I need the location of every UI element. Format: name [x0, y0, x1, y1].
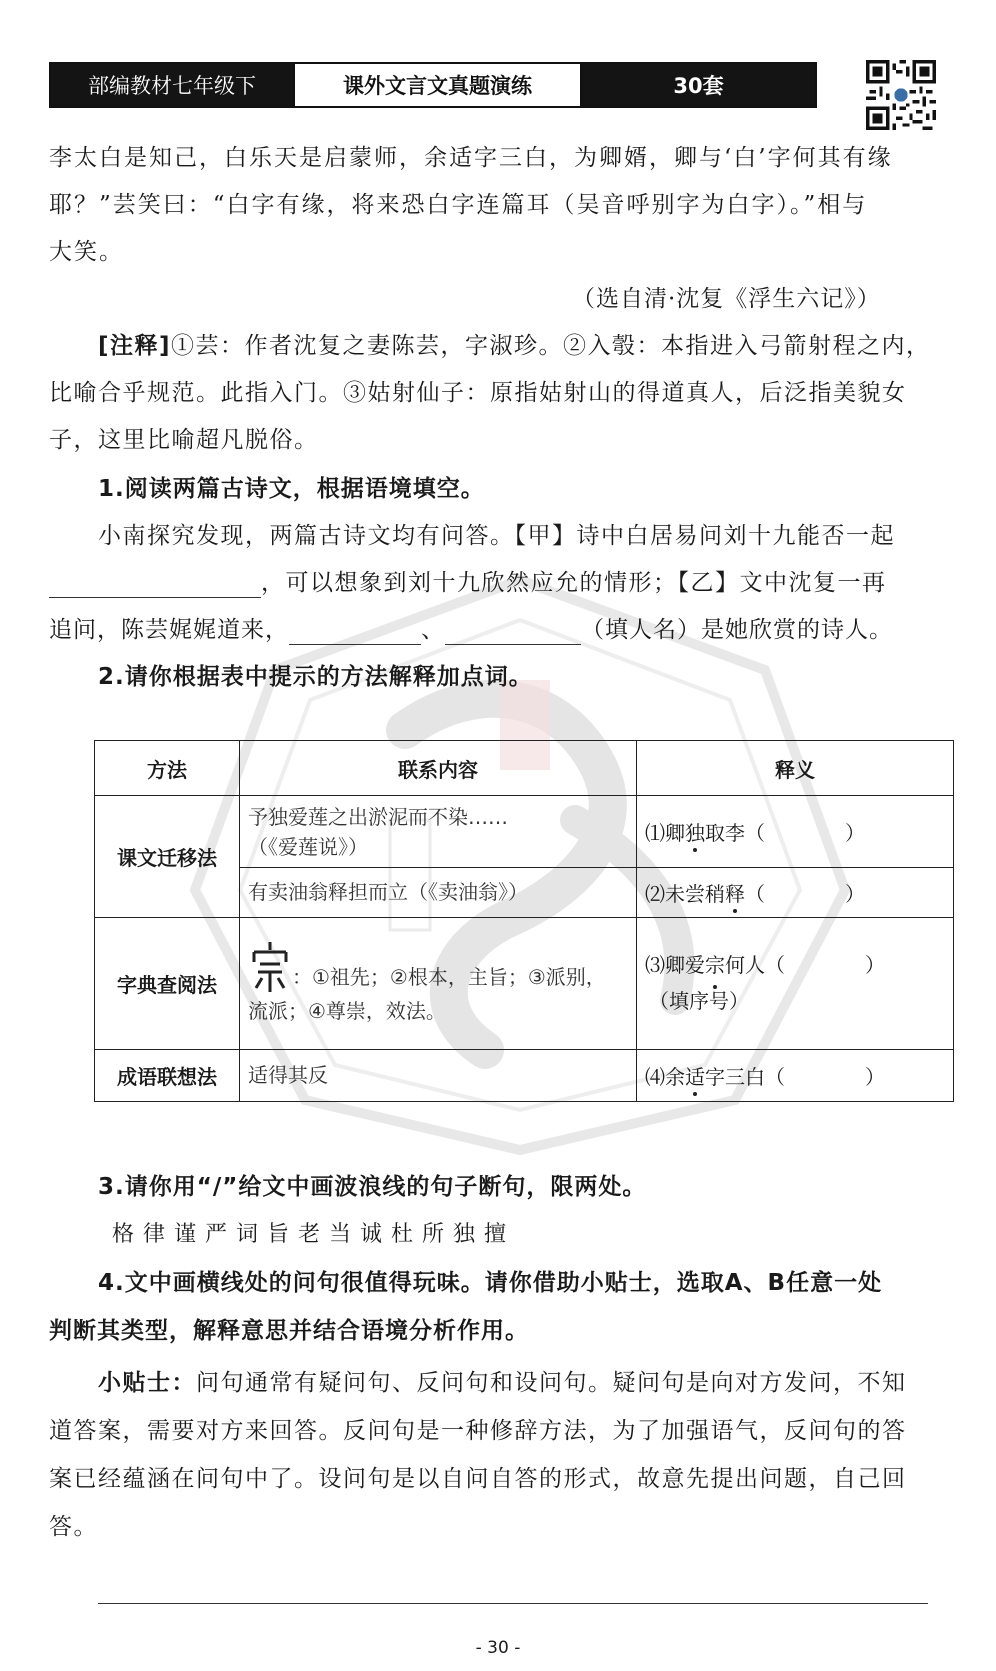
qr-code: [866, 60, 936, 130]
table-header-row: [95, 741, 954, 796]
meaning-2-post: （ ）: [745, 881, 865, 906]
q1-title: 1.阅读两篇古诗文，根据语境填空。: [98, 476, 485, 502]
table-row: [95, 917, 954, 1049]
notes-line-3: 子，这里比喻超凡脱俗。: [49, 427, 319, 453]
meaning-4-post: 字三白（ ）: [705, 1064, 885, 1089]
table-row: [95, 796, 954, 867]
q1-line-1: 小南探究发现，两篇古诗文均有问答。【甲】诗中白居易问刘十九能否一起: [98, 523, 895, 549]
table-header-meaning: 释义: [637, 741, 954, 796]
methods-table: [94, 740, 954, 1102]
q4-tip-text-1: 问句通常有疑问句、反问句和设问句。疑问句是向对方发问，不知: [196, 1370, 907, 1396]
header-sets: 30套: [582, 64, 815, 106]
passage-line-1: 李太白是知己，白乐天是启蒙师，余适字三白，为卿婿，卿与‘白’字何其有缘: [49, 145, 893, 171]
meaning-1-pre: ⑴卿: [645, 821, 685, 846]
content-cell-1: [240, 796, 637, 867]
q1-line-2-text: ，可以想象到刘十九欣然应允的情形；【乙】文中沈复一再: [261, 570, 887, 596]
meaning-1-post: 取李（ ）: [705, 821, 865, 846]
meaning-4-pre: ⑷余: [645, 1064, 685, 1089]
q1-blank-2[interactable]: [289, 620, 421, 645]
meaning-3-dotted-word: 宗: [705, 947, 725, 983]
content-3a-row: [248, 938, 628, 994]
content-3a: ：①祖先；②根本，主旨；③派别，: [292, 965, 606, 990]
notes-label: [注释]: [98, 333, 172, 359]
content-1a: 予独爱莲之出淤泥而不染……: [248, 804, 508, 829]
table-header-method: 方法: [95, 741, 240, 796]
q4-tip-label: 小贴士：: [98, 1370, 196, 1396]
notes-line-2: 比喻合乎规范。此指入门。③姑射仙子：原指姑射山的得道真人，后泛指美貌女: [49, 380, 907, 406]
content-cell-3: [240, 917, 637, 1049]
meaning-cell-1[interactable]: [637, 796, 954, 867]
q4-tip-line-1: [98, 1368, 907, 1398]
notes-line-1: [98, 331, 931, 361]
meaning-1-dotted-word: 独: [685, 817, 705, 846]
q1-line-2: [49, 568, 887, 598]
q4-tip-line-4: 答。: [49, 1514, 98, 1540]
meaning-3b: （填序号）: [649, 989, 749, 1014]
q2-title: 2.请你根据表中提示的方法解释加点词。: [98, 664, 533, 690]
q1-line-3-start: 追问，陈芸娓娓道来，: [49, 617, 289, 643]
q1-line-3: [49, 615, 893, 645]
meaning-cell-4[interactable]: [637, 1049, 954, 1101]
header-title: 课外文言文真题演练: [293, 64, 582, 106]
q4-tip-line-3: 案已经蕴涵在问句中了。设问句是以自问自答的形式，故意先提出问题，自己回: [49, 1466, 907, 1492]
passage-line-2: 耶？”芸笑曰：“白字有缘，将来恐白字连篇耳（吴音呼别字为白字）。”相与: [49, 192, 868, 218]
table-header-content: 联系内容: [240, 741, 637, 796]
page-number: - 30 -: [475, 1638, 521, 1658]
notes-text-1: ①芸：作者沈复之妻陈芸，字淑珍。②入彀：本指进入弓箭射程之内，: [171, 333, 931, 359]
header-grade: 部编教材七年级下: [51, 64, 293, 106]
meaning-cell-2[interactable]: [637, 867, 954, 917]
q4-title-line-1: 4.文中画横线处的问句很值得玩味。请你借助小贴士，选取A、B任意一处: [98, 1270, 883, 1296]
content-cell-2: 有卖油翁释担而立（《卖油翁》）: [240, 867, 637, 917]
table-row: [95, 1049, 954, 1101]
meaning-3a: [645, 947, 945, 983]
header-bar: [49, 62, 817, 108]
passage-line-3: 大笑。: [49, 239, 124, 265]
content-1b: （《爱莲说》）: [248, 834, 368, 859]
meaning-2-dotted-word: 释: [725, 878, 745, 907]
q1-line-3-end: （填人名）是她欣赏的诗人。: [581, 617, 893, 643]
q3-title: 3.请你用“/”给文中画波浪线的句子断句，限两处。: [98, 1174, 647, 1200]
meaning-2-pre: ⑵未尝稍: [645, 881, 725, 906]
content-3b: 流派；④尊崇，效法。: [248, 999, 446, 1024]
meaning-4-dotted-word: 适: [685, 1061, 705, 1090]
method-cell-1: 课文迁移法: [95, 796, 240, 917]
q1-line-3-sep: 、: [421, 617, 445, 643]
passage-source: （选自清·沈复《浮生六记》）: [572, 286, 881, 312]
content-cell-4: 适得其反: [240, 1049, 637, 1101]
q1-blank-1[interactable]: [49, 573, 261, 598]
seal-character-icon: [248, 938, 292, 994]
q1-blank-3[interactable]: [445, 620, 581, 645]
meaning-3-post: 何人（ ）: [725, 953, 885, 978]
q3-sentence[interactable]: 格律谨严词旨老当诚杜所独擅: [112, 1222, 516, 1247]
footer-divider: [98, 1603, 928, 1604]
q4-title-line-2: 判断其类型，解释意思并结合语境分析作用。: [49, 1318, 529, 1344]
q4-tip-line-2: 道答案，需要对方来回答。反问句是一种修辞方法，为了加强语气，反问句的答: [49, 1418, 907, 1444]
method-cell-2: 字典查阅法: [95, 917, 240, 1049]
meaning-3-pre: ⑶卿爱: [645, 953, 705, 978]
method-cell-3: 成语联想法: [95, 1049, 240, 1101]
meaning-cell-3[interactable]: [637, 917, 954, 1049]
